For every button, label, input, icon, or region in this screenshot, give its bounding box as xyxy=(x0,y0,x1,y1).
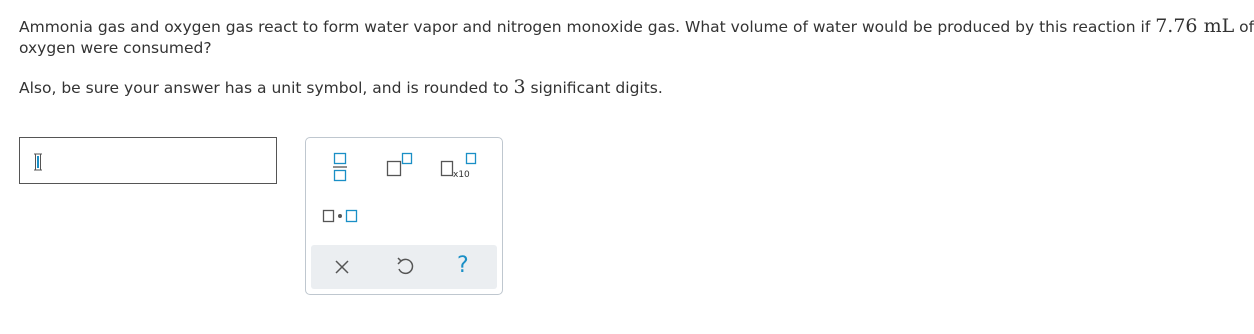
undo-icon[interactable] xyxy=(395,256,415,278)
answer-input[interactable] xyxy=(19,137,277,184)
question-line-1: Ammonia gas and oxygen gas react to form water vapor and nitrogen monoxide gas. What volume of water would be produced by this reaction if 7.76 mL of xyxy=(19,15,1254,37)
clear-icon[interactable] xyxy=(333,258,351,276)
superscript-icon[interactable] xyxy=(386,152,414,178)
input-cursor-icon xyxy=(34,153,42,171)
scientific-notation-icon[interactable] xyxy=(440,152,480,180)
question-line-2: oxygen were consumed? xyxy=(19,39,212,57)
math-palette xyxy=(305,137,503,295)
instruction-line: Also, be sure your answer has a unit symbol, and is rounded to 3 significant digits. xyxy=(19,76,663,98)
fraction-icon[interactable] xyxy=(332,152,348,182)
x10-label: x10 xyxy=(453,170,470,180)
help-icon[interactable]: ? xyxy=(457,253,469,278)
oxygen-volume: 7.76 mL xyxy=(1155,15,1235,37)
action-bar xyxy=(311,245,497,289)
multiply-dot-icon[interactable] xyxy=(322,208,358,224)
sig-figs-count: 3 xyxy=(513,76,526,98)
